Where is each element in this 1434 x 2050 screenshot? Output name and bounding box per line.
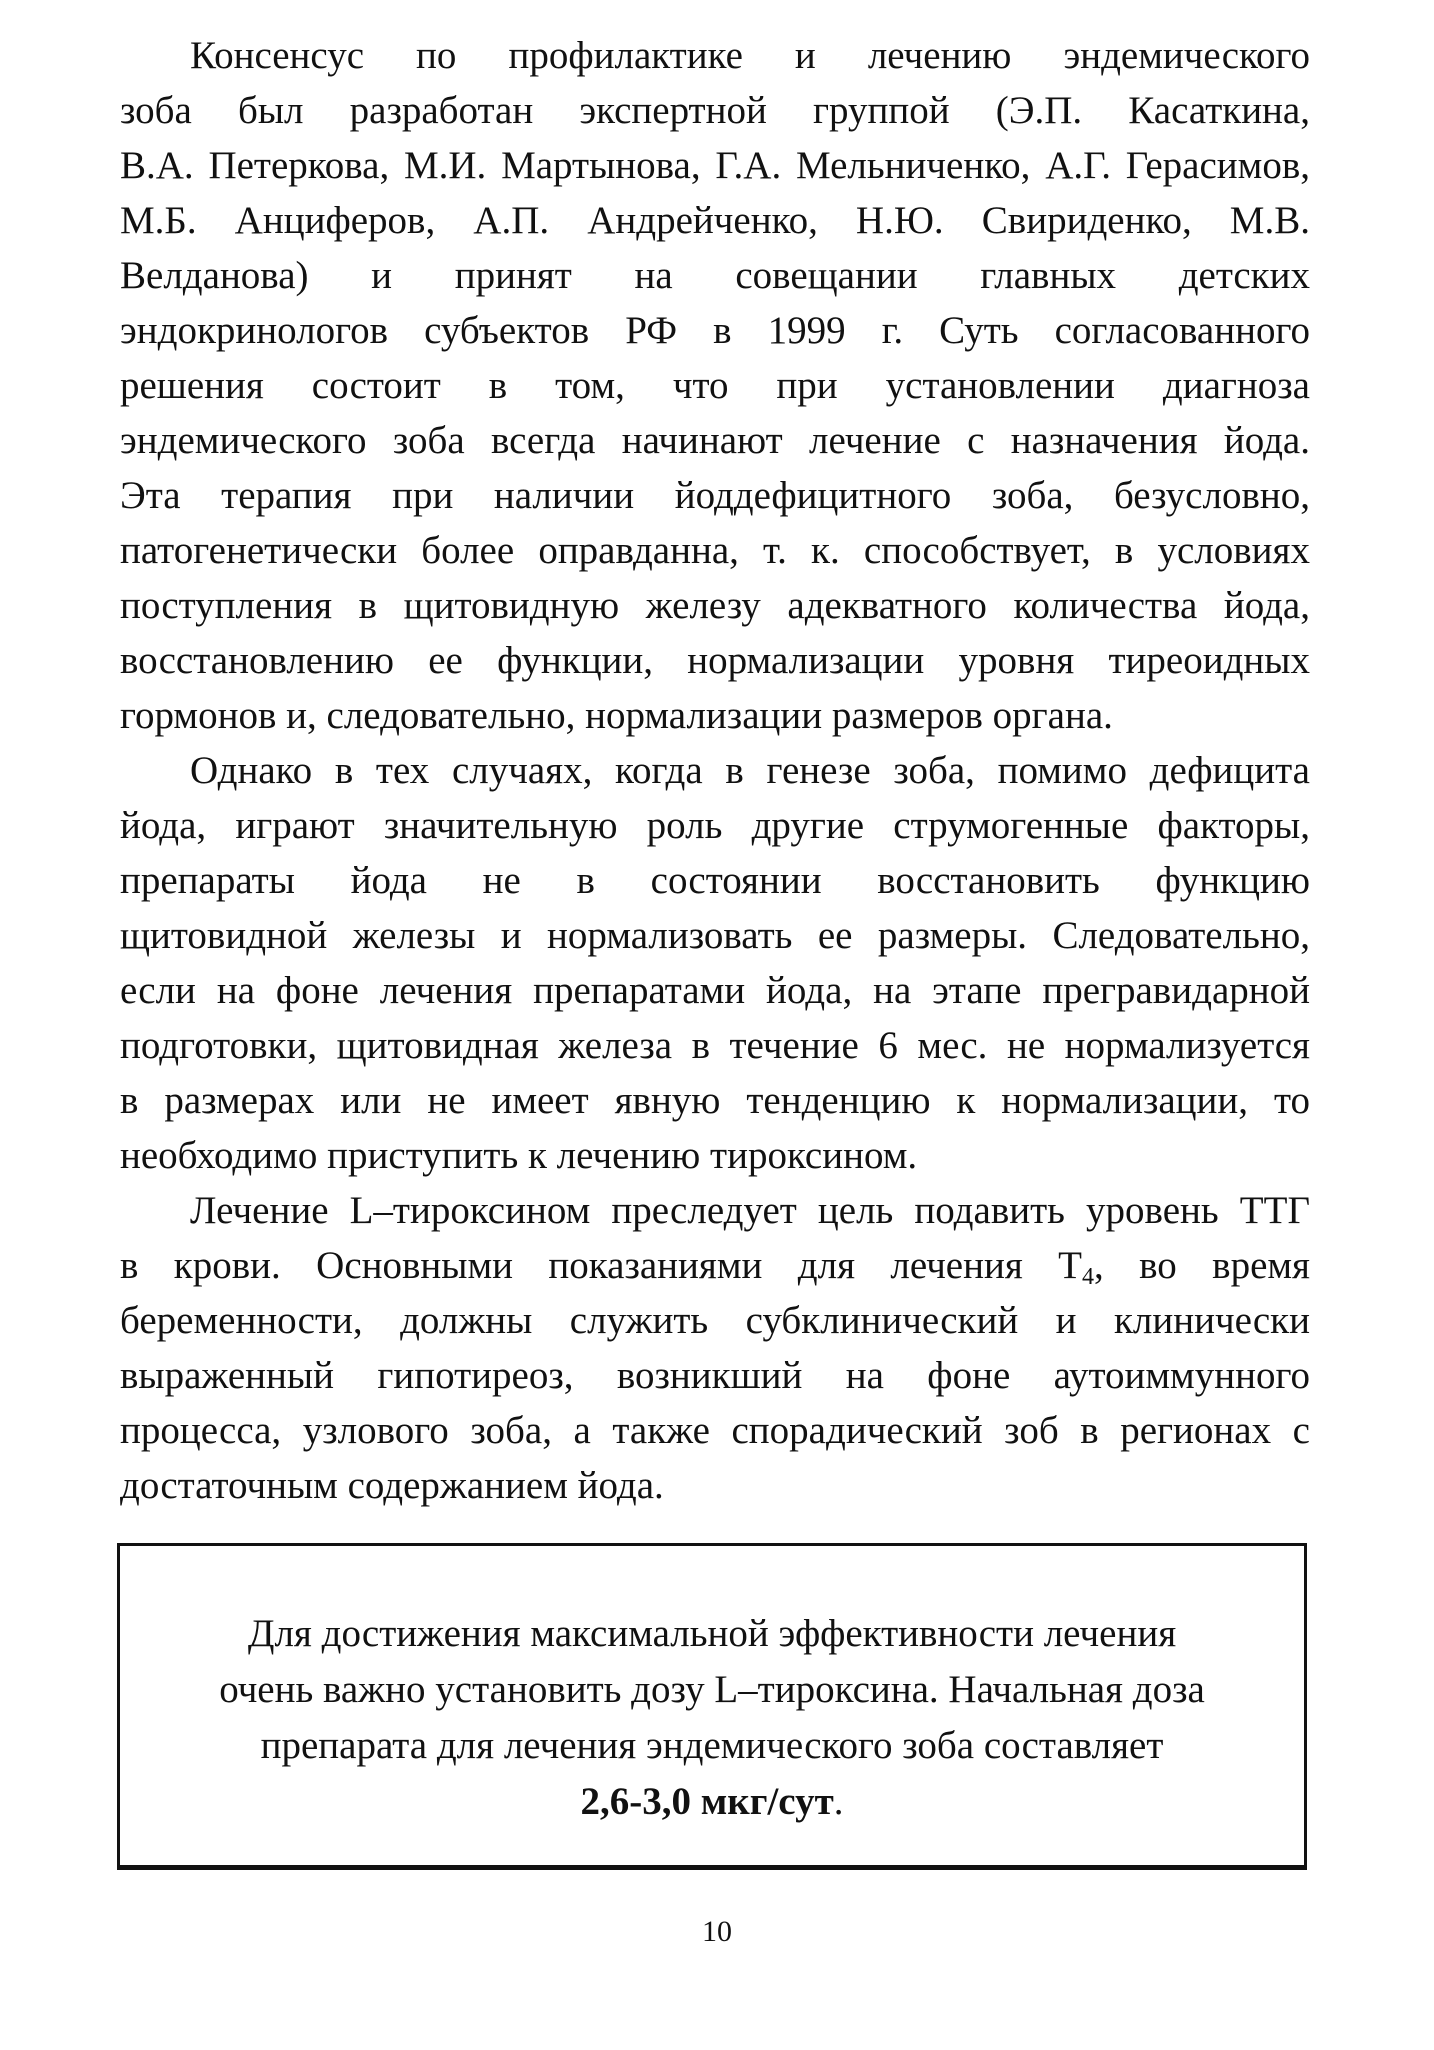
text-line: восстановлению ее функции, нормализации уровня тиреоидных (120, 639, 1310, 682)
subscript: 4 (1082, 1264, 1094, 1290)
text-segment: , во время (1094, 1244, 1310, 1287)
text-line: йода, играют значительную роль другие струмогенные факторы, (120, 804, 1310, 847)
text-line: поступления в щитовидную железу адекватного количества йода, (120, 584, 1310, 627)
callout-line: препарата для лечения эндемического зоба составляет (260, 1724, 1164, 1767)
text-line: М.Б. Анциферов, А.П. Андрейченко, Н.Ю. Свириденко, М.В. (120, 199, 1310, 242)
text-line: если на фоне лечения препаратами йода, на этапе прегравидарной (120, 969, 1310, 1012)
text-line: необходимо приступить к лечению тироксином. (120, 1134, 918, 1177)
callout-box (117, 1543, 1307, 1870)
dose-value: 2,6-3,0 мкг/сут (580, 1780, 834, 1823)
text-line: патогенетически более оправданна, т. к. способствует, в условиях (120, 529, 1310, 572)
text-line-with-subscript (120, 1238, 1310, 1293)
text-line: достаточным содержанием йода. (120, 1464, 664, 1507)
text-line: зоба был разработан экспертной группой (Э.П. Касаткина, (120, 89, 1310, 132)
text-line: щитовидной железы и нормализовать ее размеры. Следовательно, (120, 914, 1310, 957)
text-line: выраженный гипотиреоз, возникший на фоне аутоиммунного (120, 1354, 1310, 1397)
text-line: В.А. Петеркова, М.И. Мартынова, Г.А. Мельниченко, А.Г. Герасимов, (120, 144, 1310, 187)
paragraph-thyroxine-treatment (120, 1183, 1310, 1513)
text-line: Лечение L–тироксином преследует цель подавить уровень ТТГ (190, 1189, 1310, 1232)
text-line: эндокринологов субъектов РФ в 1999 г. Суть согласованного (120, 309, 1310, 352)
text-line: гормонов и, следовательно, нормализации размеров органа. (120, 694, 1113, 737)
text-line: эндемического зоба всегда начинают лечение с назначения йода. (120, 419, 1310, 462)
paragraph-consensus (120, 28, 1310, 743)
text-line: Эта терапия при наличии йоддефицитного зоба, безусловно, (120, 474, 1310, 517)
paragraph-other-factors (120, 743, 1310, 1183)
text-line: в размерах или не имеет явную тенденцию к нормализации, то (120, 1079, 1310, 1122)
callout-line: Для достижения максимальной эффективности лечения (247, 1612, 1177, 1655)
text-line: Однако в тех случаях, когда в генезе зоба, помимо дефицита (190, 749, 1310, 792)
text-line: беременности, должны служить субклинический и клинически (120, 1299, 1310, 1342)
text-segment: в крови. Основными показаниями для лечения Т (120, 1244, 1082, 1287)
text-line: решения состоит в том, что при установлении диагноза (120, 364, 1310, 407)
text-line: Консенсус по профилактике и лечению эндемического (190, 34, 1310, 77)
dose-period: . (833, 1780, 844, 1823)
callout-text (120, 1606, 1304, 1830)
text-line: подготовки, щитовидная железа в течение 6 мес. не нормализуется (120, 1024, 1310, 1067)
text-line: Велданова) и принят на совещании главных детских (120, 254, 1310, 297)
text-line: процесса, узлового зоба, а также спорадический зоб в регионах с (120, 1409, 1310, 1452)
text-line: препараты йода не в состоянии восстановить функцию (120, 859, 1310, 902)
callout-dose-line (120, 1774, 1304, 1830)
callout-line: очень важно установить дозу L–тироксина. Начальная доза (219, 1668, 1205, 1711)
page-number: 10 (702, 1915, 732, 1948)
